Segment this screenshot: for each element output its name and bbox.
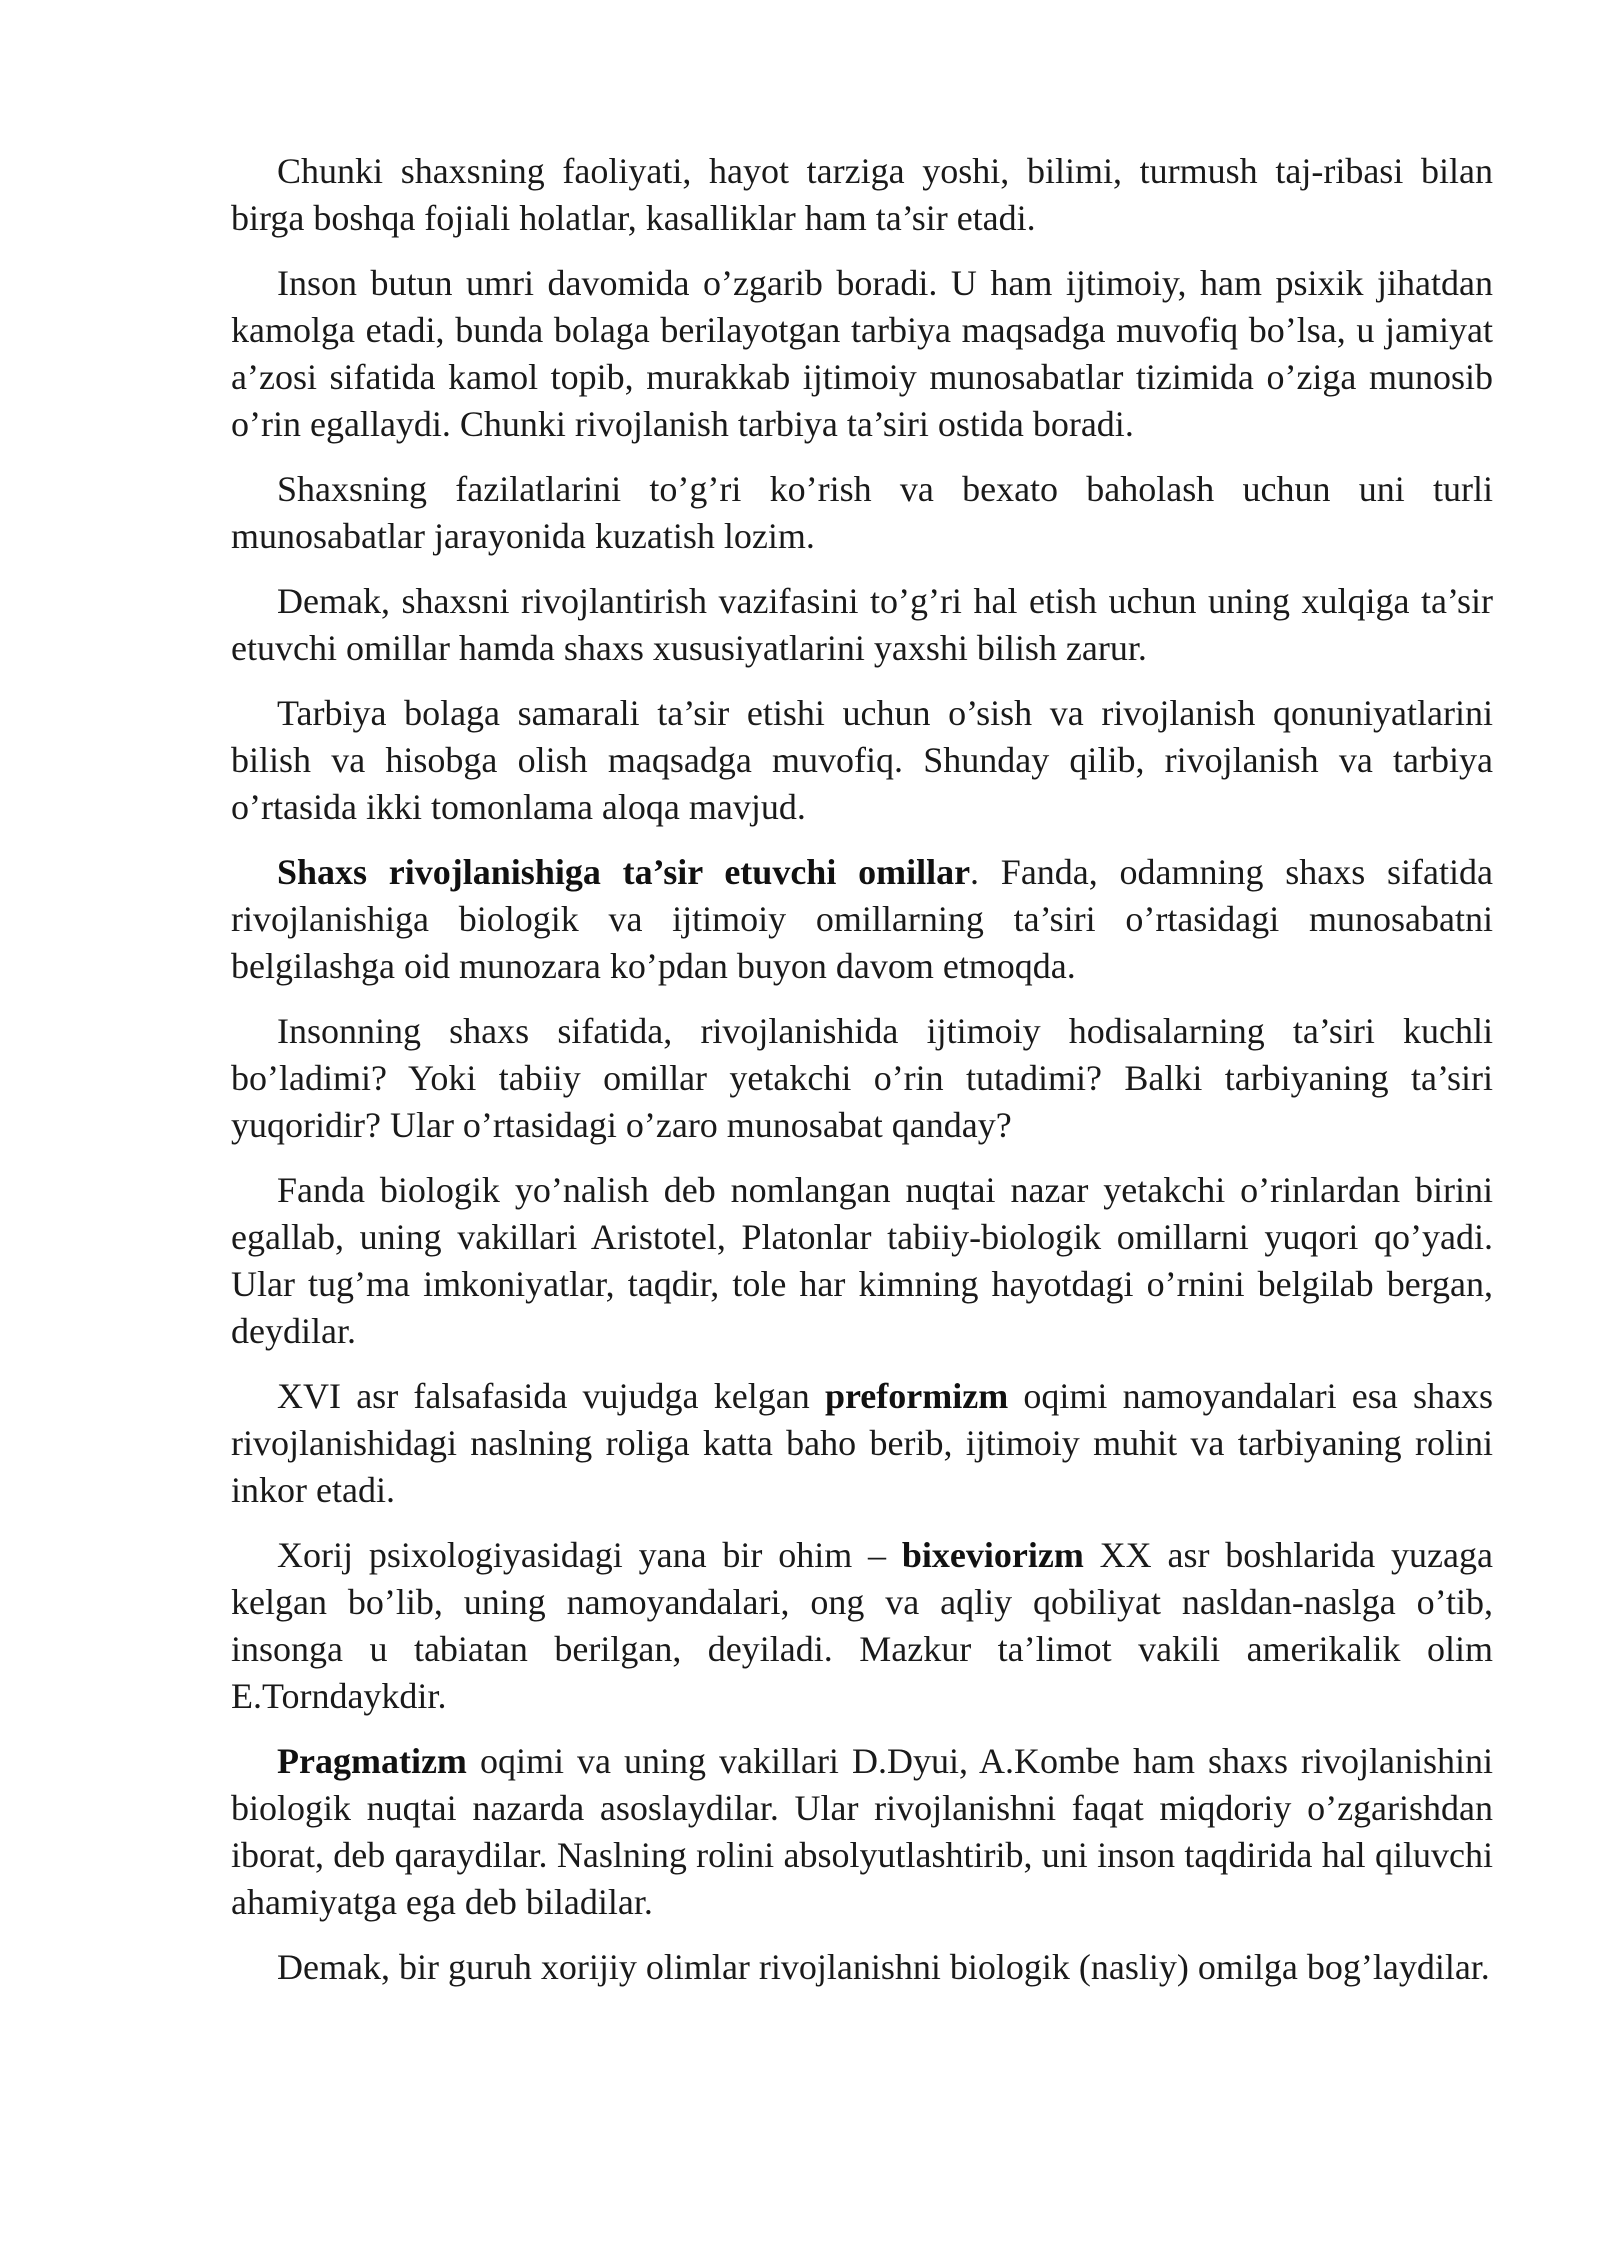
paragraph-text: Xorij psixologiyasidagi yana bir ohim –	[277, 1535, 902, 1575]
paragraph-text: XVI asr falsafasida vujudga kelgan	[277, 1376, 825, 1416]
paragraph	[231, 1167, 1493, 1355]
paragraph-text: Insonning shaxs sifatida, rivojlanishida ijtimoiy hodisalarning ta’siri kuchli bo’ladimi? Yoki tabiiy omillar yetakchi o’rin tutadimi? Balki tarbiyaning ta’siri yuqoridir? Ular o’rtasidagi o’zaro munosabat qanday?	[231, 1011, 1493, 1145]
paragraph-text: Chunki shaxsning faoliyati, hayot tarziga yoshi, bilimi, turmush taj-ribasi bilan birga boshqa fojiali holatlar, kasalliklar ham ta’sir etadi.	[231, 151, 1493, 238]
paragraph	[231, 466, 1493, 560]
paragraph	[231, 1373, 1493, 1514]
paragraph	[231, 1738, 1493, 1926]
paragraph-text: . Fanda, odamning shaxs sifatida rivojlanishiga biologik va ijtimoiy omillarning ta’siri o’rtasidagi munosabatni belgilashga oid munozara ko’pdan buyon davom etmoqda.	[231, 852, 1493, 986]
paragraph	[231, 578, 1493, 672]
paragraph-text: oqimi va uning vakillari D.Dyui, A.Kombe ham shaxs rivojlanishini biologik nuqtai nazarda asoslaydilar. Ular rivojlanishni faqat miqdoriy o’zgarishdan iborat, deb qaraydilar. Naslning rolini absolyutlashtirib, uni inson taqdirida hal qiluvchi ahamiyatga ega deb biladilar.	[231, 1741, 1493, 1922]
paragraph	[231, 260, 1493, 448]
paragraph-text: Fanda biologik yo’nalish deb nomlangan nuqtai nazar yetakchi o’rinlardan birini egallab, uning vakillari Aristotel, Platonlar tabiiy-biologik omillarni yuqori qo’yadi. Ular tug’ma imkoniyatlar, taqdir, tole har kimning hayotdagi o’rnini belgilab bergan, deydilar.	[231, 1170, 1493, 1351]
paragraph-text: Shaxsning fazilatlarini to’g’ri ko’rish va bexato baholash uchun uni turli munosabatlar jarayonida kuzatish lozim.	[231, 469, 1493, 556]
document-page	[231, 148, 1493, 2009]
bold-term: Pragmatizm	[277, 1741, 467, 1781]
paragraph-text: oqimi namoyandalari esa shaxs rivojlanishidagi naslning roliga katta baho berib, ijtimoiy muhit va tarbiyaning rolini inkor etadi.	[231, 1376, 1493, 1510]
paragraph	[231, 690, 1493, 831]
paragraph	[231, 1008, 1493, 1149]
paragraph	[231, 1944, 1493, 1991]
paragraph-text: Inson butun umri davomida o’zgarib boradi. U ham ijtimoiy, ham psixik jihatdan kamolga etadi, bunda bolaga berilayotgan tarbiya maqsadga muvofiq bo’lsa, u jamiyat a’zosi sifatida kamol topib, murakkab ijtimoiy munosabatlar tizimida o’ziga munosib o’rin egallaydi. Chunki rivojlanish tarbiya ta’siri ostida boradi.	[231, 263, 1493, 444]
paragraph-text: Demak, bir guruh xorijiy olimlar rivojlanishni biologik (nasliy) omilga bog’laydilar.	[277, 1947, 1490, 1987]
paragraph-text: XX asr boshlarida yuzaga kelgan bo’lib, uning namoyandalari, ong va aqliy qobiliyat nasldan-naslga o’tib, insonga u tabiatan berilgan, deyiladi. Mazkur ta’limot vakili amerikalik olim E.Torndaykdir.	[231, 1535, 1493, 1716]
paragraph	[231, 1532, 1493, 1720]
bold-term: bixeviorizm	[901, 1535, 1084, 1575]
paragraph-text: Demak, shaxsni rivojlantirish vazifasini to’g’ri hal etish uchun uning xulqiga ta’sir etuvchi omillar hamda shaxs xususiyatlarini yaxshi bilish zarur.	[231, 581, 1493, 668]
paragraph	[231, 148, 1493, 242]
bold-heading-term: Shaxs rivojlanishiga ta’sir etuvchi omillar	[277, 852, 971, 892]
bold-term: preformizm	[824, 1376, 1009, 1416]
paragraph	[231, 849, 1493, 990]
paragraph-text: Tarbiya bolaga samarali ta’sir etishi uchun o’sish va rivojlanish qonuniyatlarini bilish va hisobga olish maqsadga muvofiq. Shunday qilib, rivojlanish va tarbiya o’rtasida ikki tomonlama aloqa mavjud.	[231, 693, 1493, 827]
